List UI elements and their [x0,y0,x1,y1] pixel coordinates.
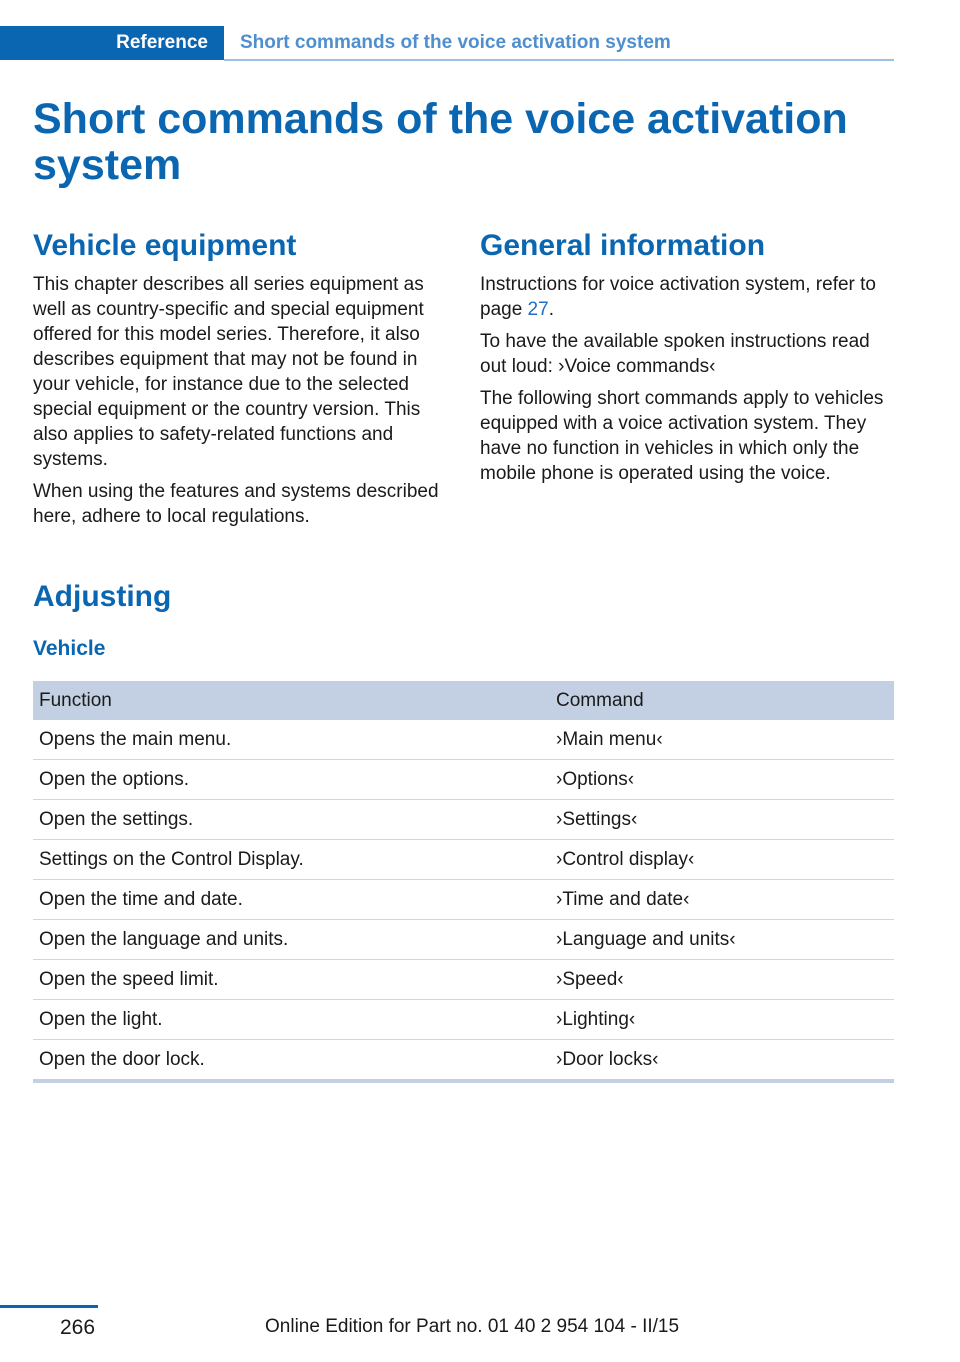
edition-note: Online Edition for Part no. 01 40 2 954 104 - II/15 [265,1316,680,1337]
table-row [33,1040,894,1082]
function-cell: Settings on the Control Display. [33,840,550,880]
column-header-function: Function [33,681,550,720]
column-header-command: Command [550,681,894,720]
command-cell: ›Time and date‹ [550,880,894,920]
page-link[interactable]: 27 [527,299,549,320]
vehicle-equipment-para-2: When using the features and systems described here, adhere to local regulations. [33,481,439,527]
function-cell: Open the speed limit. [33,960,550,1000]
general-information-para-2: To have the available spoken instructions read out loud: ›Voice commands‹ [480,331,870,377]
footer-rule [0,1305,98,1308]
table-header-row [33,681,894,720]
vehicle-subheading: Vehicle [33,637,106,660]
general-information-heading: General information [480,229,766,262]
para-text: Instructions for voice activation system, refer to page [480,274,876,320]
table-row [33,760,894,800]
function-cell: Opens the main menu. [33,720,550,760]
header-rule [224,59,894,61]
commands-table [33,681,894,1083]
table-row [33,920,894,960]
command-cell: ›Language and units‹ [550,920,894,960]
command-cell: ›Options‹ [550,760,894,800]
command-cell: ›Speed‹ [550,960,894,1000]
para-text: . [548,299,554,320]
vehicle-equipment-heading: Vehicle equipment [33,229,297,262]
function-cell: Open the language and units. [33,920,550,960]
function-cell: Open the options. [33,760,550,800]
adjusting-heading: Adjusting [33,580,172,613]
table-row [33,720,894,760]
breadcrumb[interactable]: Short commands of the voice activation system [240,32,671,53]
section-tab[interactable]: Reference [0,26,224,60]
command-cell: ›Control display‹ [550,840,894,880]
general-information-para-1 [480,272,894,322]
table-row [33,840,894,880]
table-row [33,960,894,1000]
command-cell: ›Main menu‹ [550,720,894,760]
command-cell: ›Lighting‹ [550,1000,894,1040]
command-cell: ›Settings‹ [550,800,894,840]
general-information-para-3: The following short commands apply to vehicles equipped with a voice activation system. They have no function in vehicles in which only the mobile phone is operated using the voice. [480,388,884,484]
header-bar [0,26,894,62]
command-cell: ›Door locks‹ [550,1040,894,1082]
function-cell: Open the settings. [33,800,550,840]
general-information-section [480,228,894,493]
function-cell: Open the time and date. [33,880,550,920]
table-row [33,800,894,840]
vehicle-equipment-para-1: This chapter describes all series equipment as well as country-specific and special equipment offered for this model series. Therefore, it also describes equipment that may not be found in your vehicle, for instance due to the selected special equipment or the country version. This also applies to safety-related functions and systems. [33,274,424,470]
table-row [33,880,894,920]
table-row [33,1000,894,1040]
page-title: Short commands of the voice activation system [33,95,848,189]
page-number: 266 [60,1316,96,1339]
function-cell: Open the light. [33,1000,550,1040]
function-cell: Open the door lock. [33,1040,550,1082]
vehicle-equipment-section [33,228,447,536]
